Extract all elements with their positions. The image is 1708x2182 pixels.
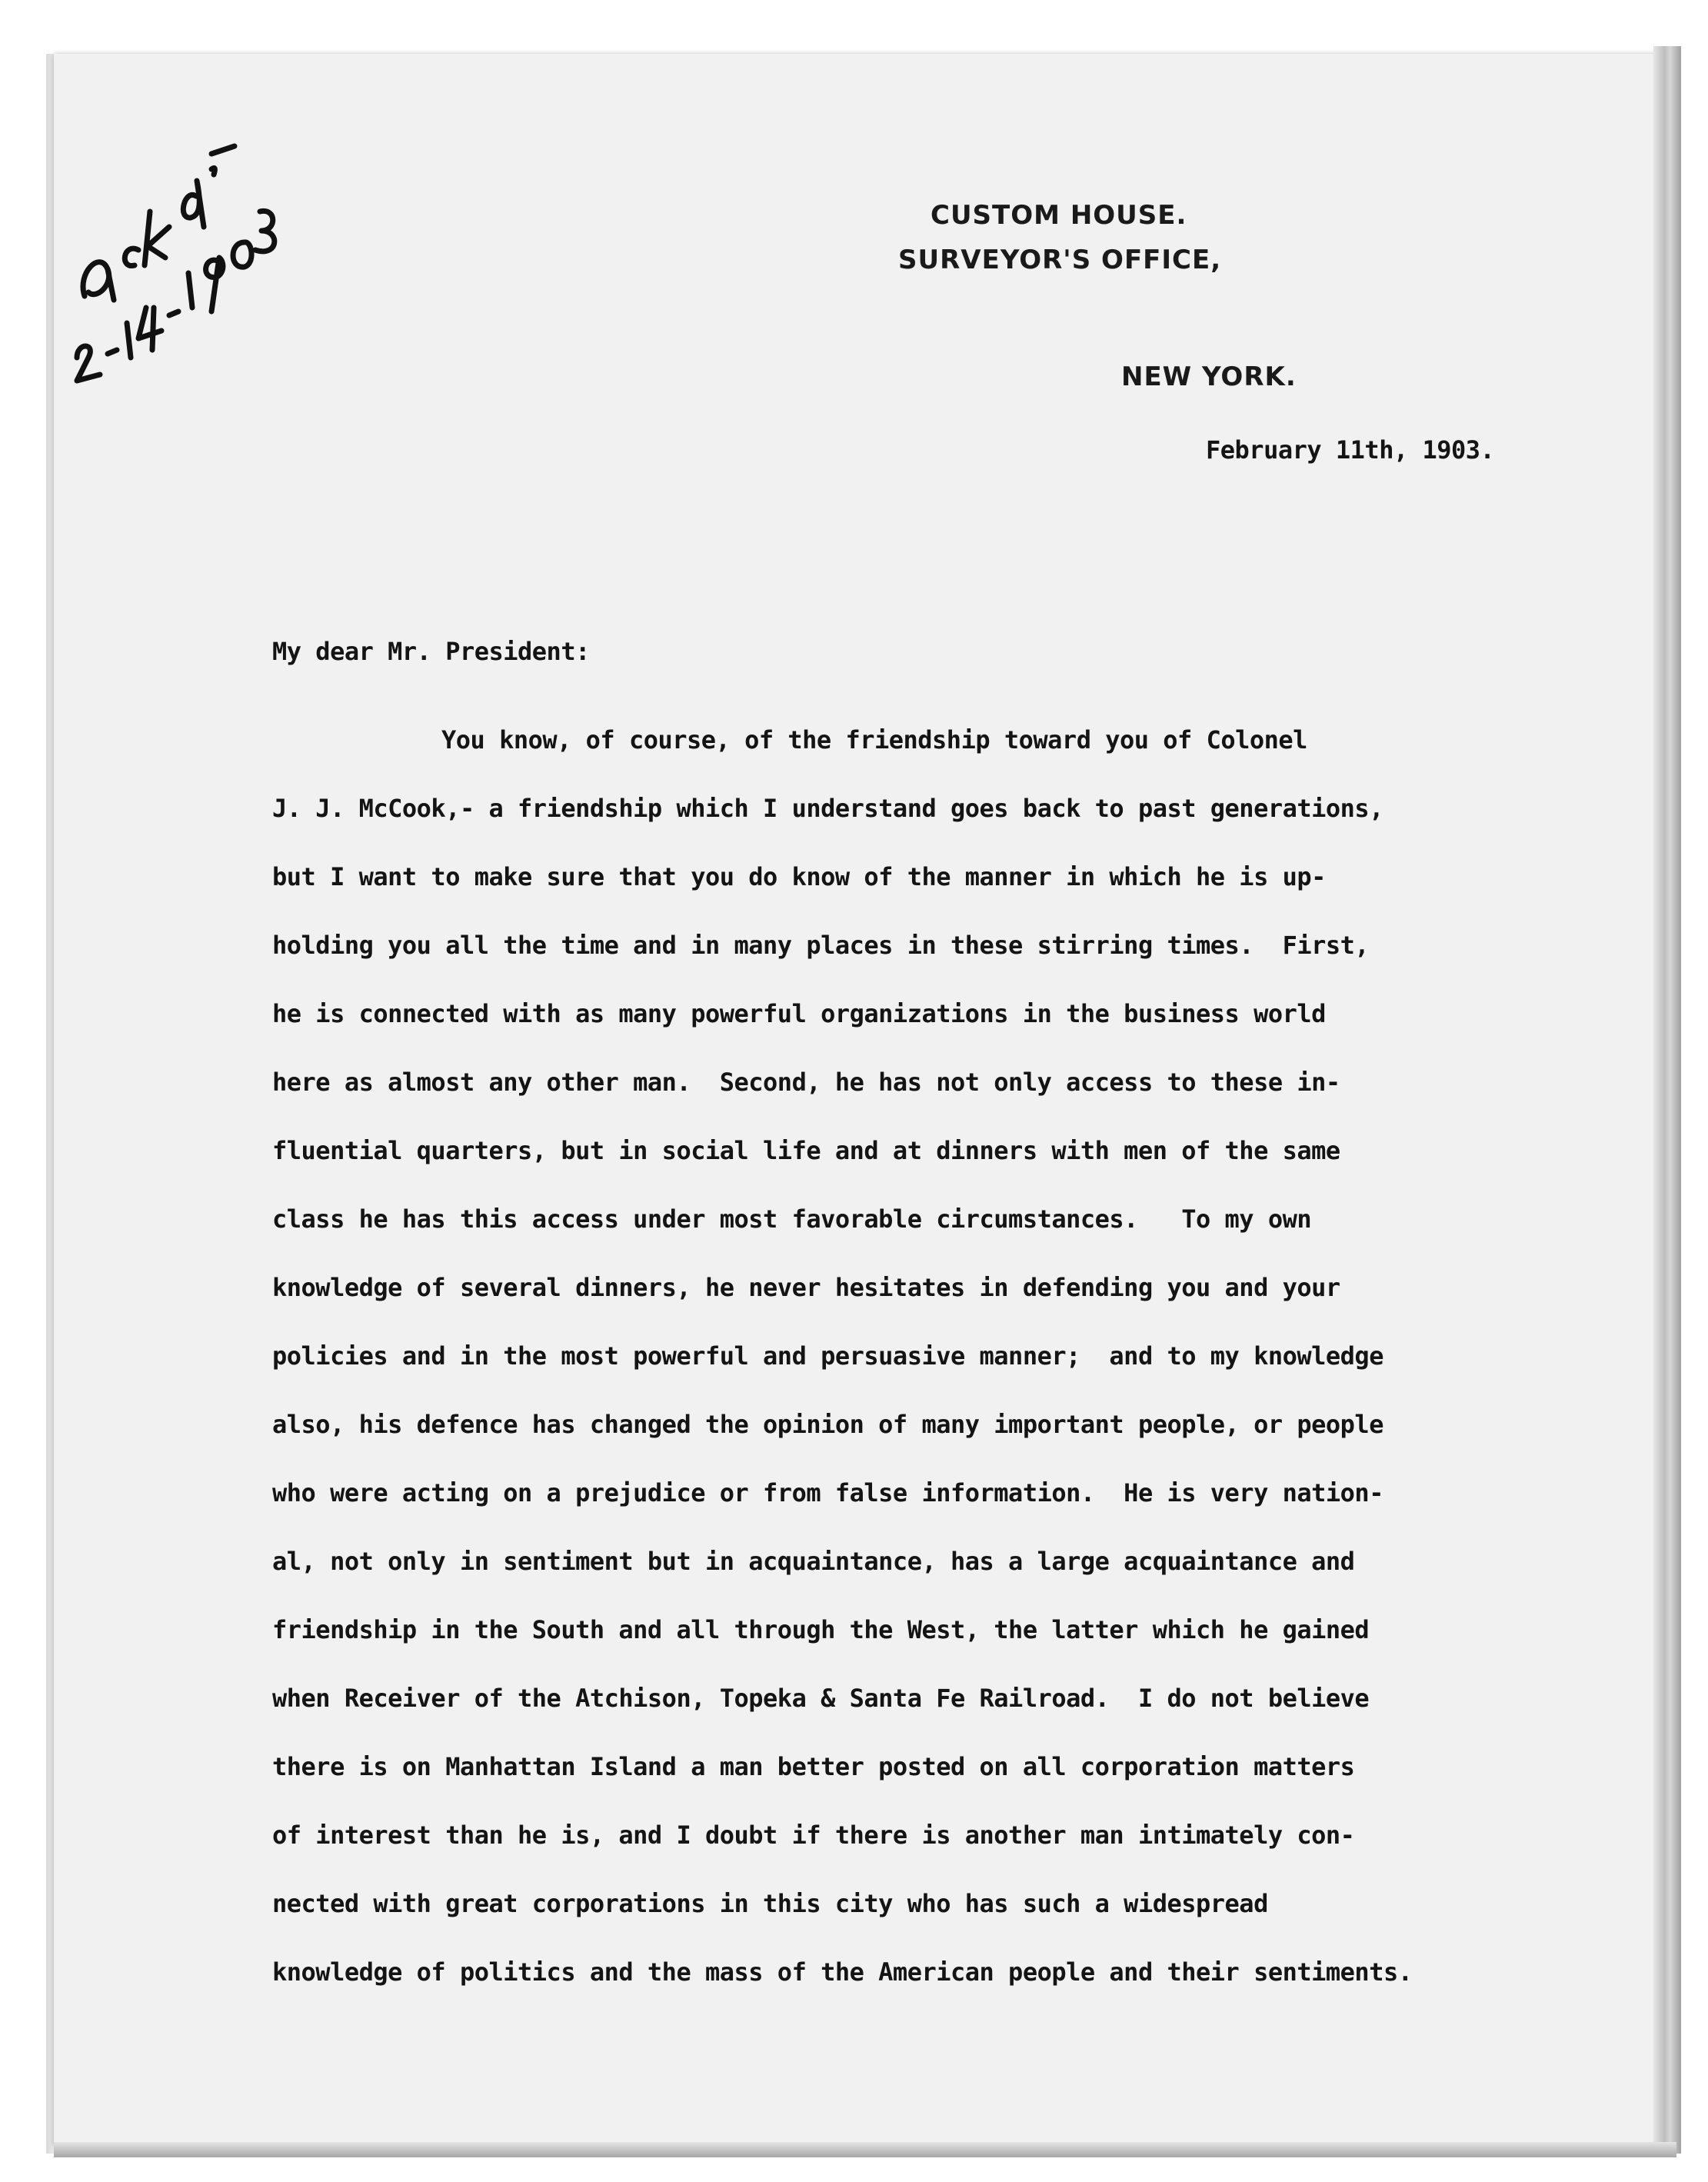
body-line: here as almost any other man. Second, he has not only access to these in- [272,1068,1340,1097]
body-line: You know, of course, of the friendship toward you of Colonel [441,725,1307,755]
body-line: but I want to make sure that you do know of the manner in which he is up- [272,862,1326,891]
body-line: when Receiver of the Atchison, Topeka & Santa Fe Railroad. I do not believe [272,1684,1370,1713]
body-line: he is connected with as many powerful organizations in the business world [272,999,1326,1028]
body-line: policies and in the most powerful and persuasive manner; and to my knowledge [272,1341,1383,1371]
handwriting-drawing [54,135,285,396]
body-line: friendship in the South and all through the West, the latter which he gained [272,1615,1370,1644]
body-line: also, his defence has changed the opinion of many important people, or people [272,1410,1383,1439]
letterhead-city: NEW YORK. [1121,361,1297,392]
body-line: of interest than he is, and I doubt if there is another man intimately con- [272,1821,1355,1850]
body-line: knowledge of several dinners, he never hesitates in defending you and your [272,1273,1340,1302]
body-line: holding you all the time and in many places in these stirring times. First, [272,931,1370,960]
body-line: al, not only in sentiment but in acquaintance, has a large acquaintance and [272,1547,1355,1576]
paper-stack-right-edge [1653,46,1681,2154]
letter-salutation: My dear Mr. President: [272,637,590,666]
paper-stack-bottom-edge [54,2142,1676,2157]
body-line: class he has this access under most favorable circumstances. To my own [272,1204,1312,1234]
letter-body [272,706,1549,2007]
letter-date: February 11th, 1903. [1206,435,1495,465]
body-line: J. J. McCook,- a friendship which I understand goes back to past generations, [272,794,1383,823]
body-line: there is on Manhattan Island a man better posted on all corporation matters [272,1752,1355,1781]
body-line: fluential quarters, but in social life and at dinners with men of the same [272,1136,1340,1165]
body-line: knowledge of politics and the mass of the American people and their sentiments. [272,1957,1413,1987]
letterhead-surveyors-office: SURVEYOR'S OFFICE, [898,245,1222,275]
letterhead-custom-house: CUSTOM HOUSE. [931,200,1187,231]
handwritten-acknowledgement-note [54,135,285,396]
body-line: who were acting on a prejudice or from false information. He is very nation- [272,1478,1383,1507]
body-line: nected with great corporations in this city who has such a widespread [272,1889,1268,1918]
